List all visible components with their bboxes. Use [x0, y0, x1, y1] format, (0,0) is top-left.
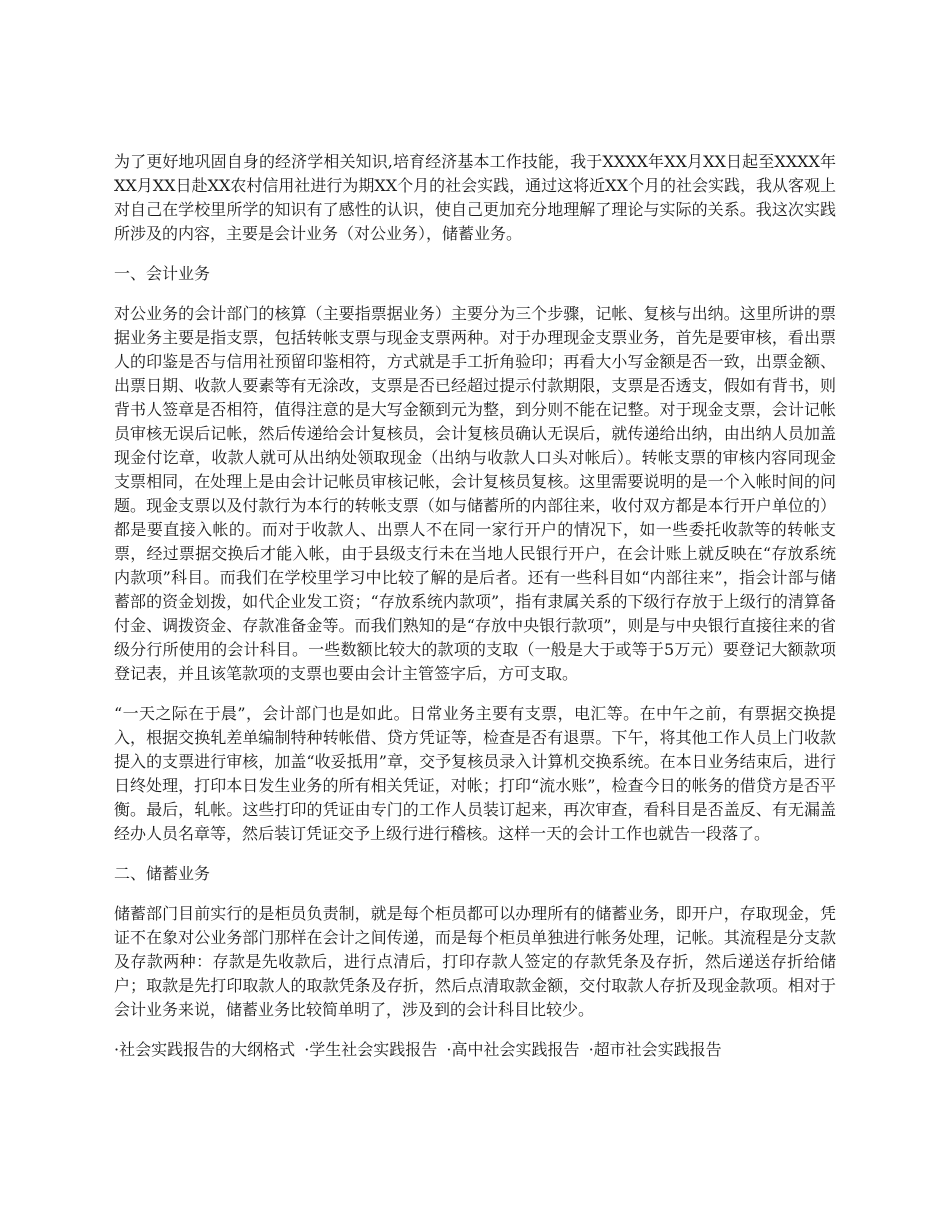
intro-paragraph: 为了更好地巩固自身的经济学相关知识,培育经济基本工作技能，我于XXXX年XX月XX日起至XXXX年XX月XX日赴XX农村信用社进行为期XX个月的社会实践，通过这将近XX个月的社会实践，我从客观上对自己在学校里所学的知识有了感性的认识，使自己更加充分地理解了理论与实际的关系。我这次实践所涉及的内容，主要是会计业务（对公业务），储蓄业务。	[114, 152, 836, 243]
related-link-student-report[interactable]: ·学生社会实践报告	[304, 1040, 438, 1059]
section-heading-accounting: 一、会计业务	[114, 264, 211, 283]
related-links	[114, 1038, 836, 1062]
accounting-paragraph-1: 对公业务的会计部门的核算（主要指票据业务）主要分为三个步骤，记帐、复核与出纳。这里所讲的票据业务主要是指支票，包括转帐支票与现金支票两种。对于办理现金支票业务，首先是要审核，看出票人的印鉴是否与信用社预留印鉴相符，方式就是手工折角验印；再看大小写金额是否一致，出票金额、出票日期、收款人要素等有无涂改，支票是否已经超过提示付款期限，支票是否透支，假如有背书，则背书人签章是否相符，值得注意的是大写金额到元为整，到分则不能在记整。对于现金支票，会计记帐员审核无误后记帐，然后传递给会计复核员，会计复核员确认无误后，就传递给出纳，由出纳人员加盖现金付讫章，收款人就可从出纳处领取现金（出纳与收款人口头对帐后）。转帐支票的审核内容同现金支票相同，在处理上是由会计记帐员审核记帐，会计复核员复核。这里需要说明的是一个入帐时间的问题。现金支票以及付款行为本行的转帐支票（如与储蓄所的内部往来，收付双方都是本行开户单位的）都是要直接入帐的。而对于收款人、出票人不在同一家行开户的情况下，如一些委托收款等的转帐支票，经过票据交换后才能入帐，由于县级支行未在当地人民银行开户，在会计账上就反映在“存放系统内款项”科目。而我们在学校里学习中比较了解的是后者。还有一些科目如“内部往来”，指会计部与储蓄部的资金划拨，如代企业发工资；“存放系统内款项”，指有隶属关系的下级行存放于上级行的清算备付金、调拨资金、存款准备金等。而我们熟知的是“存放中央银行款项”，则是与中央银行直接往来的省级分行所使用的会计科目。一些数额比较大的款项的支取（一般是大于或等于5万元）要登记大额款项登记表，并且该笔款项的支票也要由会计主管签字后，方可支取。	[114, 304, 836, 683]
accounting-paragraph-2: “一天之际在于晨”，会计部门也是如此。日常业务主要有支票，电汇等。在中午之前，有票据交换提入，根据交换轧差单编制特种转帐借、贷方凭证等，检查是否有退票。下午，将其他工作人员上门收款提入的支票进行审核，加盖“收妥抵用”章，交予复核员录入计算机交换系统。在本日业务结束后，进行日终处理，打印本日发生业务的所有相关凭证，对帐；打印“流水账”，检查今日的帐务的借贷方是否平衡。最后，轧帐。这些打印的凭证由专门的工作人员装订起来，再次审查，看科目是否盖反、有无漏盖经办人员名章等，然后装订凭证交予上级行进行稽核。这样一天的会计工作也就告一段落了。	[114, 704, 836, 843]
document-body	[114, 150, 836, 1062]
related-link-highschool-report[interactable]: ·高中社会实践报告	[446, 1040, 580, 1059]
savings-paragraph-1: 储蓄部门目前实行的是柜员负责制，就是每个柜员都可以办理所有的储蓄业务，即开户，存取现金，凭证不在象对公业务部门那样在会计之间传递，而是每个柜员单独进行帐务处理，记帐。其流程是分支款及存款两种：存款是先收款后，进行点清后，打印存款人签定的存款凭条及存折，然后递送存折给储户；取款是先打印取款人的取款凭条及存折，然后点清取款金额，交付取款人存折及现金款项。相对于会计业务来说，储蓄业务比较简单明了，涉及到的会计科目比较少。	[114, 904, 836, 1019]
section-heading-savings: 二、储蓄业务	[114, 864, 211, 883]
related-link-outline-format[interactable]: ·社会实践报告的大纲格式	[114, 1040, 296, 1059]
related-link-supermarket-report[interactable]: ·超市社会实践报告	[588, 1040, 722, 1059]
